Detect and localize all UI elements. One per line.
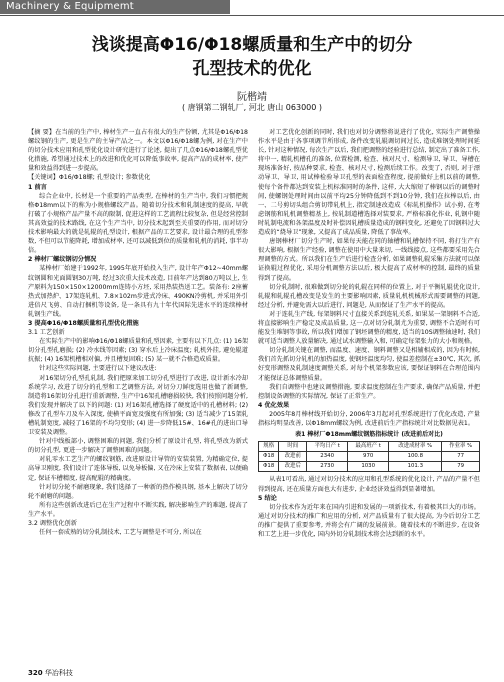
left-column [28, 128, 248, 537]
table-cell: 平均日产 t [307, 442, 348, 452]
paragraph: 3.2 调整优化创新 [28, 520, 77, 528]
author-affiliation: ( 唐钢第二钢轧厂, 河北 唐山 063000 ) [181, 103, 323, 112]
paragraph: 对轧零水工艺生产的螺纹钢筋, 改进原设计导管的安装装置, 为精确定位, 提高导卫刚度, 我们设计了连体导板, 以免导板偏, 又在冷床上安装了数据表, 以便确定, 保证车槽精度, 提高配辊的精确度。 [28, 456, 248, 482]
paragraph: 【摘 要】在当前的生产中, 棒材生产一直占有很大的生产份额, 尤其是Φ16/Φ18螺纹钢的生产, 更是生产的主导产品之一。本文以Φ16/Φ18螺为例, 对在生产中的切分技术应用和孔型优化设计研究进行了论述, 提出了几点Φ16/Φ18螺孔型优化措施, 希望通过技术上的改进和优化可以降低事故率, 提高产品的成材率, 使产量和效益得到进一步提高。 [28, 129, 248, 173]
table-cell: 改进前 [279, 452, 307, 462]
paragraph: 在实际生产中的影响Φ16/Φ18螺质量和孔型因素, 主要有以下几点: (1) 16架切分孔型孔磨损; (2) 冷水线等因素; (3) 穿水后上冷床温度; 轧机外挂, 避免辊道抗振; (4) 16架机槽相对偏, 并且槽复固难; (5) 某一就不合格造成质量。 [28, 338, 249, 364]
table-cell: 改进成材率 % [389, 442, 442, 452]
paragraph: 所有这些创新改进后已在生产过程中不断实践, 解决影响生产的难题, 提高了生产水平。 [28, 501, 248, 518]
table-cell: 77 [442, 452, 480, 462]
paragraph: 2005年8月棒材线开始切分, 2006年3月起对孔型系统进行了优化改造, 产量指标均明显改善, 以Φ18mm螺纹为例, 改进前后生产指标统计对比数据见表1。 [258, 410, 480, 427]
table-cell: 最高班产 t [348, 442, 389, 452]
section-heading: 2 棒材厂螺纹钢切分情况 [28, 256, 97, 264]
table-cell: Φ18 [259, 452, 279, 462]
table-cell: 2340 [307, 452, 348, 462]
paragraph: 切分技术作为近年来在国内引进和发展的一项新技术, 有着极其巨大的市场。通过对切分技术的推广和应用的分析, 对产品质量有了很大提高, 为今后切分工艺的推广提供了重要参考, 并将会有广阔的发展前景。随着技术的不断进步, 在设备和工艺上进一步优化, 国内外切分轧制技术将会达到新的水平。 [258, 503, 480, 539]
paragraph: 对16架切分孔型孔轧制, 我们把原来加工切分孔型进行了改进, 设计新水冷却系统学习, 改进了切分的孔型和工艺调整方法, 对切分刀鲜度选用也做了新调整, 制造将16架切分孔进行重新调整, 生产中16架孔槽磨损较快, 我们按照问题分析, 我们发现并解决了以下的问题: (1) 对16架孔槽选择了硬度适中的孔槽材料; (2) 修改了孔型车刀及车入深度, 使横平面宽及强度有所加强; (3) 适当减少了15架轧槽轧制宽度, 减轻了16架的不均匀变形; (4) 进一步降低15#、16#孔的进出口导卫安装及调整。 [28, 374, 248, 437]
table-cell: 作业率 % [442, 442, 480, 452]
table-cell: 改进后 [279, 462, 307, 472]
journal-name: 华冶科技 [44, 669, 73, 677]
paragraph: 对工艺优化创新的同时, 我们也对切分调整将说进行了优化, 实际生产调整操作水平是由于各事项调节所形成, 备件改变轧辊调切间过长, 造成堆钢处理时间延长, 针对这种情况, 每次生产以后, 我们把调整的经验进行总结, 制定出了准备工作, 将中一, 精轧机槽孔的准备, 位置检测, 检查、核对尺寸、检测导卫, 导卫、导槽在现场准备好, 按品种要求, 检查、核对尺寸, 检测后续工作。改变了, 否则, 对于漂动导卫、导卫, 用试棒检验导卫孔型的表面检查程度, 提前做好上机以前的调整, 使每个备件都达到安装上机标准同时的条件, 这样, 大大缩短了棒钢以后的调整时间, 使螺钢处理时间由以前平均25分钟降低到不到10分钟, 我们在拉棒以后, 由一、二号剪切头组合剪切带轧机上, 指定制速改造成《标轧机操作》试小剪, 在考虑钢筋和轧机调整精基上, 按轧制道槽选择对装要求, 严格标准化作业, 轧钢中随时轧制电流和各架温度及时补偿因轧槽质量造成的钢料变化, 还避免了因钢料过大造成的“烧导卫”现象, 又提高了成品质量, 降低了事故率。 [258, 129, 480, 237]
table-caption: 表1 棒材厂Φ18mm螺纹钢筋指标统计 (改进前后对比) [295, 431, 443, 439]
right-column [258, 128, 480, 539]
paragraph: 【关键词】Φ16/Φ18螺; 孔型设计; 参数优化 [28, 174, 151, 182]
page-footer [28, 668, 73, 678]
paragraph: 针对中线板部小, 调整困难的问题, 我们分析了原设计孔型, 将孔型改为新式的切分孔型, 更进一步解决了调整困难的问题。 [28, 438, 248, 455]
table-row [259, 462, 480, 472]
page-number: 320 [28, 669, 43, 677]
table-cell: 100.8 [389, 452, 442, 462]
data-table [258, 441, 480, 472]
paragraph: 针对切分轮不耐磨现象, 我们选择了一种新的热作模具钢, 基本上解决了切分轮不耐磨的问题。 [28, 483, 248, 500]
paragraph: 对于连轧生产线, 每架钢料尺寸直接关系到连轧关系, 如果某一架钢料不合适, 将直接影响生产稳定及成品质量, 这一点对切分轧制尤为重要, 调整不合适时有可能发生堆钢等事故, 所以我们增加了钢坯调整的精度, 适当的10S调整轴速时, 我们就可适当调整人放量解决, 通过试水调整输入和, 可确定每架张力的大小和规格。 [258, 310, 480, 346]
article-title-line1: 浅谈提高Φ16/Φ18螺质量和生产中的切分 [91, 35, 413, 55]
table-cell: 规格 [259, 442, 279, 452]
paragraph: 我们自调整中也建议调整措施, 要求温度控制在生产要求, 确保产品质量, 并把控制设备调整的实际情况, 保证了正常生产。 [258, 383, 480, 400]
table-cell: 时间 [279, 442, 307, 452]
section-heading: 1 前言 [28, 183, 47, 191]
section-heading: 4 优化效果 [258, 401, 290, 409]
paragraph: 切分轧制关键在调整, 而温度、速度、钢料调整又是相辅相成的, 因为有时候, 我们首先抓切分轧机的加热温度, 使钢坯温度均匀, 使温差控制在±30℃, 其次, 抓好变形调整及轧制速度调整关系, 对每个机架参数应该, 要保证钢料在合理范围内才能保证总体调整质量。 [258, 347, 480, 382]
paragraph: 唐钢棒材厂切分生产时, 如果每天能在同的轴槽和轧槽保持不同, 将打生产有很大影响, 根据生产经验, 调整在使用中大量来切, 一线线接点, 这些都要采用先合理调整的方式。所以我们在生产后进行检查分析, 如果调整轧辊采集方法就可以保证换辊过程优化, 采用分机调整方法以后, 极大提高了成材率的控制, 最终的质量得到了提高。 [258, 238, 480, 282]
section-banner [0, 0, 230, 14]
table-cell: 1030 [348, 462, 389, 472]
right-column-text-top [258, 128, 480, 428]
table-cell: 79 [442, 462, 480, 472]
table-cell: Φ18 [259, 462, 279, 472]
author-name: 阮楷靖 [237, 92, 267, 103]
table-header-row [259, 442, 480, 452]
paragraph: 任何一套成熟的切分轧制技术, 工艺与调整是不可分, 所以在 [39, 529, 202, 537]
table-cell: 101.3 [389, 462, 442, 472]
paragraph: 切分轧制时, 很难做到切分轮的轧辊在同样的位置上, 对于平衡轧辊优化设计, 轧辊和轧辊孔槽改变是发生的主要影响因素, 质量轧机机械形式需要调整的问题, 经过分析, 并避免需大以后进行, 问题是, 从而保证了生产水平的提高。 [258, 283, 480, 309]
table-cell: 970 [348, 452, 389, 462]
table-row [259, 452, 480, 462]
right-column-text-bottom [258, 475, 480, 539]
section-label: Machinery & Equipmemt [6, 1, 134, 12]
paragraph: 综合企业中, 长材是一个重要的产品类型, 在棒材的生产当中, 我们习惯把规格Φ18mm以下的称为小规格螺纹产品。随着切分技术和轧制速度的提高, 早就打破了小规格产品产量不高的限制, 促进这样的工艺流程比较复杂, 但是经营控制其高效益的技术路线, 在这个生产当中, 切分技术起到至关重要的作用, 而对切分技术影响最大的就是轧辊的孔型设计, 根据产品的工艺要求, 设计最合理的孔型参数, 不但可以节能降耗, 增加成材率, 还可以减低到位的质量和轧机的消耗, 事半功倍。 [28, 192, 248, 255]
page-header [0, 0, 504, 22]
paragraph: 从表1可看出, 通过对切分技术的应用和孔型系统的优化设计, 产品的产量不但得到提高, 还在质量方面也大有进步, 企业经济效益得到显著增加。 [258, 476, 480, 493]
article-title-line2: 孔型技术的优化 [192, 59, 312, 79]
paragraph: 3.1 工艺创新 [28, 329, 65, 337]
table-cell: 2730 [307, 462, 348, 472]
paragraph: 针对这些实际问题, 主要进行以下建议改进: [39, 365, 157, 373]
section-heading: 5 结论 [258, 494, 277, 502]
section-heading: 3 提高Φ16/Φ18螺质量和孔型优化措施 [28, 319, 139, 327]
header-rule [0, 15, 504, 16]
paragraph: 某棒材厂始建于1992年, 1995年底开始投入生产, 设计年产Φ12~40mm螺纹钢圆和光面圆钢30万吨, 经过3次重大技术改造, 目前年产达到80万吨以上, 生产原料为150×150×12000mm连铸小方坯, 采用热装热送工艺。装备有: 2座蓄热式加热炉、17架连轧机、7.8×102m步进式冷床、490KN冷剪机, 并采用外引进倍尺飞剪、自动打捆机等设备, 是一条具有九十年代国际先进水平的连续棒材轧钢生产线。 [28, 265, 248, 318]
